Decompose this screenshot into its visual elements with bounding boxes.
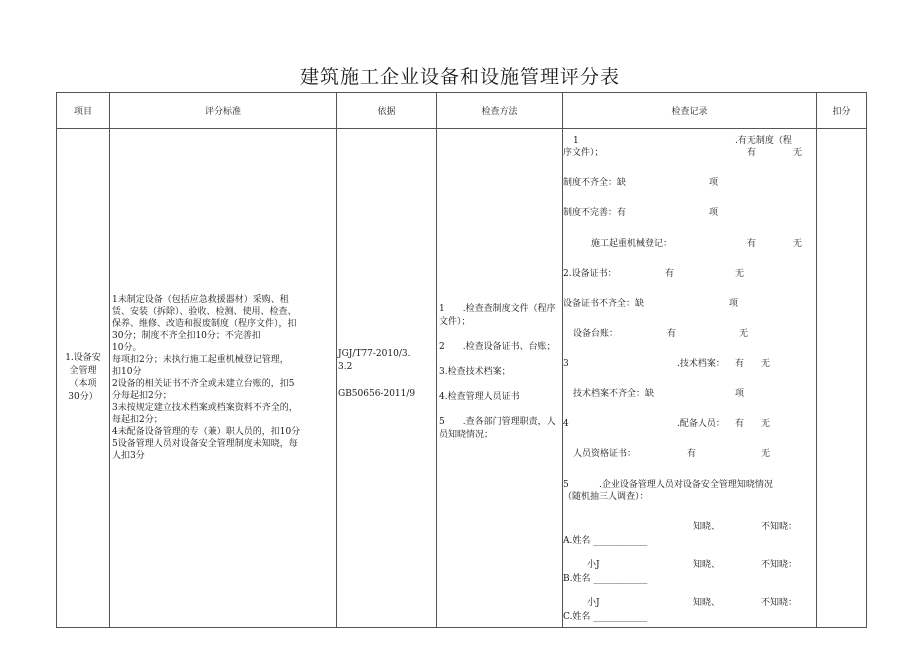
record-text: 2.设备证书：: [563, 269, 617, 279]
record-text: 知晓、: [693, 522, 721, 532]
method-line: 4.检查管理人员证书: [439, 391, 520, 402]
record-text: 不知晓：: [761, 598, 798, 608]
record-text: B.姓名 ____________: [563, 574, 648, 584]
record-text: 小J: [587, 560, 600, 570]
record-text: 无: [761, 419, 771, 429]
record-text: .企业设备管理人员对设备安全管理知晓情况: [599, 480, 773, 490]
record-text: .技术档案：: [677, 359, 725, 369]
method-line: 3.检查技术档案；: [439, 366, 511, 377]
criteria-line: 赁、安装（拆除）、验收、检测、使用、检查、: [112, 307, 297, 317]
record-text: 设备证书不齐全：缺: [563, 299, 645, 309]
record-text: 无: [761, 449, 771, 459]
header-record: 检查记录: [563, 93, 817, 129]
criteria-line: 2设备的相关证书不齐全或未建立台账的，扣5: [112, 379, 295, 389]
record-text: 有: [747, 239, 757, 249]
header-criteria: 评分标准: [110, 93, 337, 129]
record-text: （随机抽三人调查）：: [563, 492, 649, 502]
item-cell: [57, 129, 110, 628]
item-line: 1.设备安: [65, 353, 101, 363]
record-text: 知晓、: [693, 598, 721, 608]
record-text: 项: [729, 299, 739, 309]
header-item: 项目: [57, 93, 110, 129]
basis-ref: [338, 348, 435, 374]
record-text: 技术档案不齐全：缺: [573, 389, 655, 399]
record-text: 不知晓：: [761, 522, 798, 532]
record-text: 有: [747, 148, 757, 158]
criteria-line: 扣10分: [112, 367, 142, 377]
record-text: 无: [735, 269, 745, 279]
record-text: A.姓名 ____________: [563, 536, 648, 546]
record-text: .配备人员：: [677, 419, 725, 429]
record-text: 无: [793, 239, 803, 249]
deduct-cell[interactable]: [817, 129, 867, 628]
criteria-line: 3未按规定建立技术档案或档案资料不齐全的，: [112, 403, 298, 413]
record-text: 无: [761, 359, 771, 369]
method-line: 2 .检查设备证书、台账；: [439, 341, 556, 352]
record-cell: [563, 129, 817, 628]
record-text: 无: [793, 148, 803, 158]
record-text: 小J: [587, 598, 600, 608]
record-text: 4: [563, 419, 569, 429]
record-text: 有: [735, 419, 745, 429]
item-line: （本项: [69, 379, 97, 389]
criteria-line: 1未制定设备（包括应急救援器材）采购、租: [112, 295, 289, 305]
method-cell: [437, 129, 563, 628]
record-text: 有: [665, 269, 675, 279]
criteria-line: 30分；制度不齐全扣10分；不完善扣: [112, 331, 261, 341]
record-text: 制度不完善：有: [563, 208, 627, 218]
record-text: .有无制度（程: [735, 136, 792, 146]
record-text: 人员资格证书：: [573, 449, 637, 459]
record-text: 有: [735, 359, 745, 369]
criteria-line: 每起扣2分；: [112, 415, 163, 425]
criteria-line: 4未配备设备管理的专（兼）职人员的，扣10分: [112, 427, 301, 437]
record-text: C.姓名 ____________: [563, 612, 648, 622]
record-text: 5: [563, 480, 569, 490]
record-text: 项: [709, 208, 719, 218]
record-text: 知晓、: [693, 560, 721, 570]
header-basis: 依据: [337, 93, 437, 129]
criteria-line: 分每起扣2分；: [112, 391, 172, 401]
record-text: 无: [739, 329, 749, 339]
basis-line: GB50656-2011/9: [338, 389, 416, 399]
page-title: 建筑施工企业设备和设施管理评分表: [299, 66, 620, 88]
method-line: 5 .查各部门管理职责，人员知晓情况；: [439, 416, 556, 440]
criteria-line: 5设备管理人员对设备安全管理制度未知晓，每: [112, 439, 298, 449]
record-text: 设备台账：: [573, 329, 619, 339]
record-text: 项: [709, 178, 719, 188]
header-deduct: 扣分: [817, 93, 867, 129]
record-text: 制度不齐全：缺: [563, 178, 627, 188]
record-text: 不知晓：: [761, 560, 798, 570]
table-row: [57, 129, 867, 628]
basis-line: 3.2: [338, 362, 353, 372]
record-text: 项: [735, 389, 745, 399]
table-header-row: [57, 93, 867, 129]
record-text: 序文件）；: [563, 148, 604, 158]
basis-line: JGJ/T77-2010/3.: [338, 349, 411, 359]
record-text: 3: [563, 359, 569, 369]
score-table: [56, 92, 867, 628]
criteria-cell: [110, 129, 337, 628]
method-line: 1 .检查查制度文件（程序文件）；: [439, 303, 556, 327]
record-text: 有: [687, 449, 697, 459]
item-line: 全管理: [69, 366, 97, 376]
criteria-line: 10分。: [112, 343, 142, 353]
criteria-line: 保养、维修、改造和报废制度（程序文件），扣: [112, 319, 297, 329]
basis-cell: [337, 129, 437, 628]
criteria-line: 每项扣2分；未执行施工起重机械登记管理，: [112, 355, 289, 365]
record-text: 施工起重机械登记：: [591, 239, 673, 249]
item-line: 30分）: [68, 392, 98, 402]
record-text: 有: [667, 329, 677, 339]
header-method: 检查方法: [437, 93, 563, 129]
criteria-line: 人扣3分: [112, 451, 145, 461]
record-text: 1: [573, 136, 579, 146]
